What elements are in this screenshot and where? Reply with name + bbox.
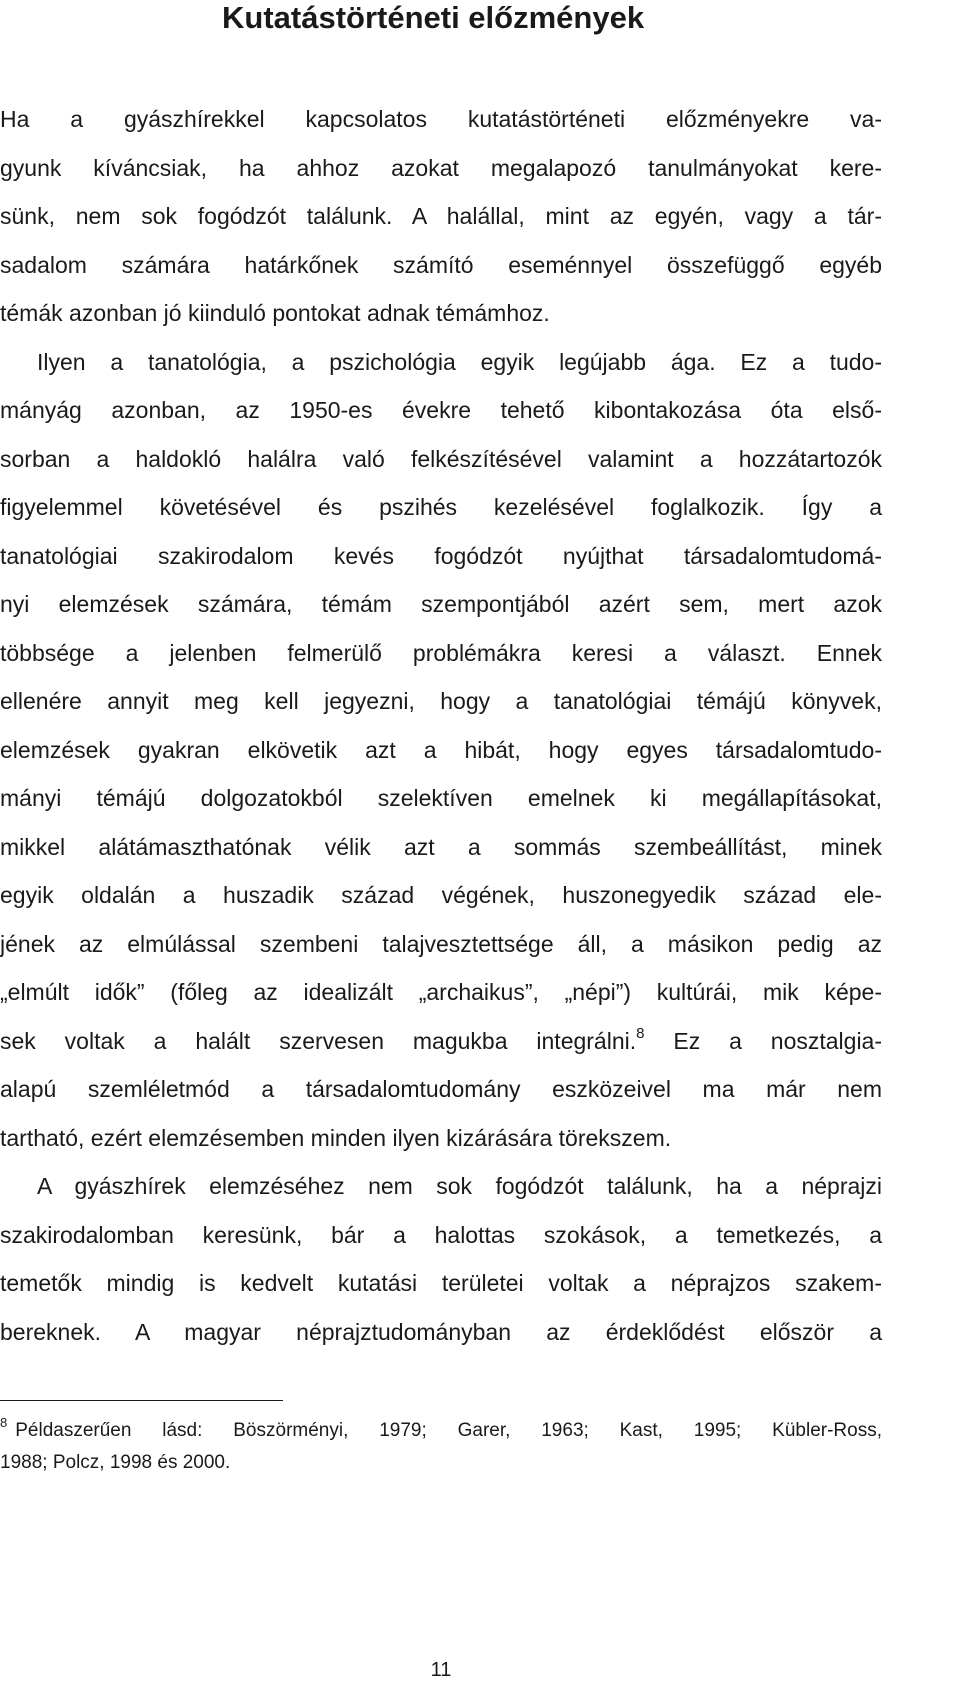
section-heading: Kutatástörténeti előzmények: [222, 0, 645, 35]
text-line: témák azonban jó kiinduló pontokat adnak témámhoz.: [0, 300, 550, 326]
text-line: „elmúlt idők” (főleg az idealizált „archaikus”, „népi”) kultúrái, mik képe-: [0, 979, 882, 1005]
text-line: A gyászhírek elemzéséhez nem sok fogódzót találunk, ha a néprajzi: [37, 1173, 882, 1199]
text-line: Ha a gyászhírekkel kapcsolatos kutatástörténeti előzményekre va-: [0, 106, 882, 132]
footnote-divider: [0, 1400, 283, 1401]
text-line: sünk, nem sok fogódzót találunk. A halállal, mint az egyén, vagy a tár-: [0, 203, 882, 229]
text-line: alapú szemléletmód a társadalomtudomány eszközeivel ma már nem: [0, 1076, 882, 1102]
text-line: tartható, ezért elemzésemben minden ilyen kizárására törekszem.: [0, 1124, 672, 1151]
text-line: jének az elmúlással szembeni talajvesztettsége áll, a másikon pedig az: [0, 930, 882, 957]
text-line: szakirodalomban keresünk, bár a halottas szokások, a temetkezés, a: [0, 1221, 882, 1248]
text-line: nyi elemzések számára, témám szempontjából azért sem, mert azok: [0, 591, 882, 617]
text-line: ellenére annyit meg kell jegyezni, hogy a tanatológiai témájú könyvek,: [0, 688, 882, 714]
text-segment: sek voltak a halált szervesen magukba integrálni.: [0, 1027, 637, 1054]
text-line: mányi témájú dolgozatokból szelektíven emelnek ki megállapításokat,: [0, 785, 882, 811]
footnote-number: 8: [0, 1415, 8, 1430]
text-line: mányág azonban, az 1950-es évekre tehető kibontakozása óta első-: [0, 397, 882, 423]
text-line: egyik oldalán a huszadik század végének, huszonegyedik század ele-: [0, 882, 882, 908]
text-line: többsége a jelenben felmerülő problémákra keresi a választ. Ennek: [0, 639, 882, 666]
text-line: figyelemmel követésével és pszihés kezelésével foglalkozik. Így a: [0, 494, 882, 520]
footnote-area: [0, 1415, 882, 1479]
text-line: Ilyen a tanatológia, a pszichológia egyik legújabb ága. Ez a tudo-: [37, 348, 882, 375]
text-line: elemzések gyakran elkövetik azt a hibát, hogy egyes társadalomtudo-: [0, 736, 882, 763]
text-line: sorban a haldokló halálra való felkészítésével valamint a hozzátartozók: [0, 445, 882, 472]
footnote-reference[interactable]: 8: [636, 1024, 645, 1042]
footnote-text: Példaszerűen lásd: Böszörményi, 1979; Garer, 1963; Kast, 1995; Kübler-Ross,: [15, 1420, 882, 1441]
text-line: bereknek. A magyar néprajztudományban az érdeklődést először a: [0, 1318, 882, 1345]
text-line: gyunk kíváncsiak, ha ahhoz azokat megalapozó tanulmányokat kere-: [0, 154, 882, 181]
text-line: sadalom számára határkőnek számító eseménnyel összefüggő egyéb: [0, 251, 882, 278]
text-line: mikkel alátámaszthatónak vélik azt a sommás szembeállítást, minek: [0, 833, 882, 860]
page-number: 11: [430, 1659, 452, 1681]
body-text: [0, 95, 882, 1356]
text-line: tanatológiai szakirodalom kevés fogódzót nyújthat társadalomtudomá-: [0, 542, 882, 569]
footnote-line: [0, 1415, 882, 1447]
text-segment: Ez a nosztalgia-: [673, 1027, 883, 1054]
text-line-with-footnote: [0, 1017, 882, 1066]
text-line: temetők mindig is kedvelt kutatási területei voltak a néprajzos szakem-: [0, 1270, 882, 1296]
footnote-line: 1988; Polcz, 1998 és 2000.: [0, 1452, 231, 1473]
